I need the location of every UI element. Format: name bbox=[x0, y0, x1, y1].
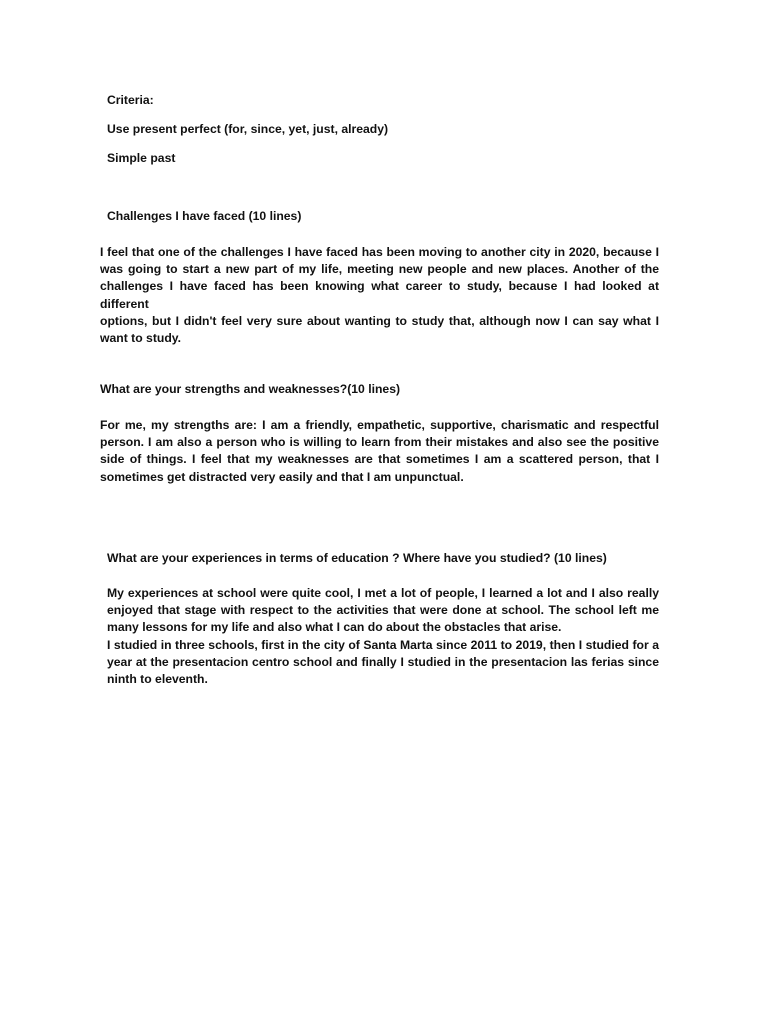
paragraph-line: options, but I didn't feel very sure about wanting to study that, although now I can say what I bbox=[100, 313, 659, 328]
section-body-challenges bbox=[100, 244, 659, 347]
section-body-strengths bbox=[100, 417, 659, 486]
paragraph-line: was going to start a new part of my life, meeting new people and new places. Another of the bbox=[100, 262, 659, 277]
paragraph-line: side of things. I feel that my weaknesses are that sometimes I am a scattered person, that I bbox=[100, 452, 659, 467]
paragraph-line: want to study. bbox=[100, 331, 182, 346]
paragraph-line: sometimes get distracted very easily and that I am unpunctual. bbox=[100, 469, 464, 484]
section-body-education bbox=[107, 585, 659, 688]
paragraph-line: person. I am also a person who is willing to learn from their mistakes and also see the positive bbox=[100, 435, 659, 450]
paragraph-line: For me, my strengths are: I am a friendly, empathetic, supportive, charismatic and respectful bbox=[100, 418, 659, 432]
section-heading-strengths: What are your strengths and weaknesses?(10 lines) bbox=[100, 382, 401, 396]
paragraph-line: I studied in three schools, first in the city of Santa Marta since 2011 to 2019, then I studied for a bbox=[107, 637, 659, 652]
paragraph-line: My experiences at school were quite cool, I met a lot of people, I learned a lot and I also really bbox=[107, 586, 659, 600]
paragraph-line: challenges I have faced has been knowing what career to study, because I had looked at different bbox=[100, 279, 659, 311]
paragraph-line: many lessons for my life and also what I can do about the obstacles that arise. bbox=[107, 620, 562, 635]
criteria-item-present-perfect: Use present perfect (for, since, yet, just, already) bbox=[107, 122, 389, 136]
paragraph-line: year at the presentacion centro school and finally I studied in the presentacion las ferias since bbox=[107, 654, 659, 669]
criteria-heading: Criteria: bbox=[107, 93, 154, 107]
section-heading-challenges: Challenges I have faced (10 lines) bbox=[107, 209, 302, 223]
paragraph-line: ninth to eleventh. bbox=[107, 672, 208, 687]
paragraph-line: enjoyed that stage with respect to the activities that were done at school. The school left me bbox=[107, 603, 659, 618]
section-heading-education: What are your experiences in terms of education ? Where have you studied? (10 lines) bbox=[107, 551, 607, 565]
paragraph-line: I feel that one of the challenges I have faced has been moving to another city in 2020, because I bbox=[100, 245, 659, 259]
criteria-item-simple-past: Simple past bbox=[107, 151, 176, 165]
